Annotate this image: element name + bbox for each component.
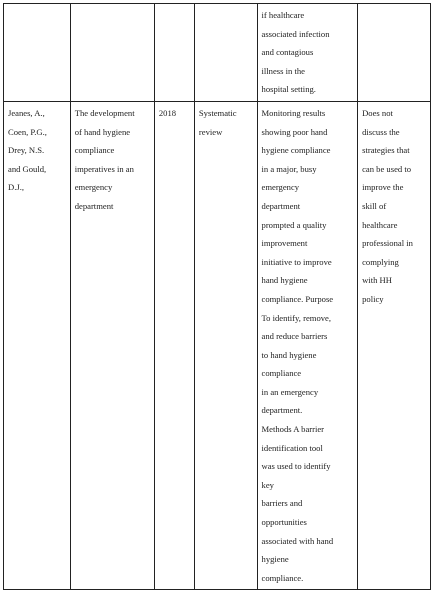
cell-text-line: emergency: [74, 182, 113, 193]
cell-text-line: skill of: [362, 200, 387, 211]
cell-text-line: showing poor hand: [261, 126, 328, 137]
cell-text-line: was used to identify: [261, 461, 331, 472]
findings-cell: [257, 101, 358, 589]
cell-text-line: Systematic: [198, 107, 237, 118]
cell-text-line: Jeanes, A.,: [8, 107, 45, 118]
author-cell: [4, 101, 71, 589]
cell-text-line: Drey, N.S.: [8, 145, 45, 156]
cell-text-line: Monitoring results: [261, 107, 326, 118]
cell-text-line: and reduce barriers: [261, 331, 328, 342]
cell-text-line: initiative to improve: [261, 256, 332, 267]
cell-text-line: healthcare: [362, 219, 398, 230]
gap-cell: [358, 101, 431, 589]
cell-text-line: improve the: [362, 182, 404, 193]
cell-text-line: in an emergency: [261, 386, 319, 397]
title-cell: [70, 101, 154, 589]
cell-text-line: Methods A barrier: [261, 424, 325, 435]
cell-text-line: emergency: [261, 182, 300, 193]
cell-text-line: prompted a quality: [261, 219, 327, 230]
year-cell: [154, 4, 194, 102]
cell-text-line: policy: [362, 293, 384, 304]
cell-text-line: and Gould,: [8, 163, 47, 174]
cell-text-line: hand hygiene: [261, 275, 308, 286]
cell-text-line: in a major, busy: [261, 163, 317, 174]
year-cell: [154, 101, 194, 589]
cell-text-line: hygiene compliance: [261, 145, 331, 156]
cell-text-line: Does not: [362, 107, 393, 118]
cell-text-line: 2018: [158, 107, 177, 118]
design-cell: [194, 4, 257, 102]
findings-cell: [257, 4, 358, 102]
cell-text-line: hygiene: [261, 554, 289, 565]
cell-text-line: discuss the: [362, 126, 400, 137]
cell-text-line: barriers and: [261, 498, 303, 509]
cell-text-line: compliance: [261, 368, 302, 379]
cell-text-line: opportunities: [261, 517, 307, 528]
cell-text-line: key: [261, 479, 274, 490]
cell-text-line: review: [198, 126, 223, 137]
cell-text-line: The development: [74, 107, 135, 118]
cell-text-line: associated infection: [261, 28, 330, 39]
cell-text-line: strategies that: [362, 145, 410, 156]
author-cell: [4, 4, 71, 102]
table-row: [4, 101, 431, 589]
cell-text-line: illness in the: [261, 65, 305, 76]
cell-text-line: identification tool: [261, 442, 323, 453]
cell-text-line: Coen, P.G.,: [8, 126, 47, 137]
title-cell: [70, 4, 154, 102]
cell-text-line: to hand hygiene: [261, 349, 317, 360]
cell-text-line: compliance.: [261, 572, 304, 583]
cell-text-line: improvement: [261, 238, 308, 249]
cell-text-line: hospital setting.: [261, 84, 316, 95]
cell-text-line: compliance: [74, 145, 115, 156]
cell-text-line: imperatives in an: [74, 163, 134, 174]
cell-text-line: professional in: [362, 238, 413, 249]
cell-text-line: D.J.,: [8, 182, 24, 193]
gap-cell: [358, 4, 431, 102]
cell-text-line: department.: [261, 405, 303, 416]
table-row: [4, 4, 431, 102]
cell-text-line: can be used to: [362, 163, 412, 174]
cell-text-line: and contagious: [261, 47, 314, 58]
cell-text-line: with HH: [362, 275, 392, 286]
cell-text-line: department: [261, 200, 301, 211]
cell-text-line: compliance. Purpose: [261, 293, 334, 304]
design-cell: [194, 101, 257, 589]
cell-text-line: To identify, remove,: [261, 312, 331, 323]
cell-text-line: associated with hand: [261, 535, 334, 546]
cell-text-line: complying: [362, 256, 399, 267]
literature-review-table: [3, 3, 431, 590]
cell-text-line: of hand hygiene: [74, 126, 131, 137]
cell-text-line: department: [74, 200, 114, 211]
cell-text-line: if healthcare: [261, 10, 305, 20]
